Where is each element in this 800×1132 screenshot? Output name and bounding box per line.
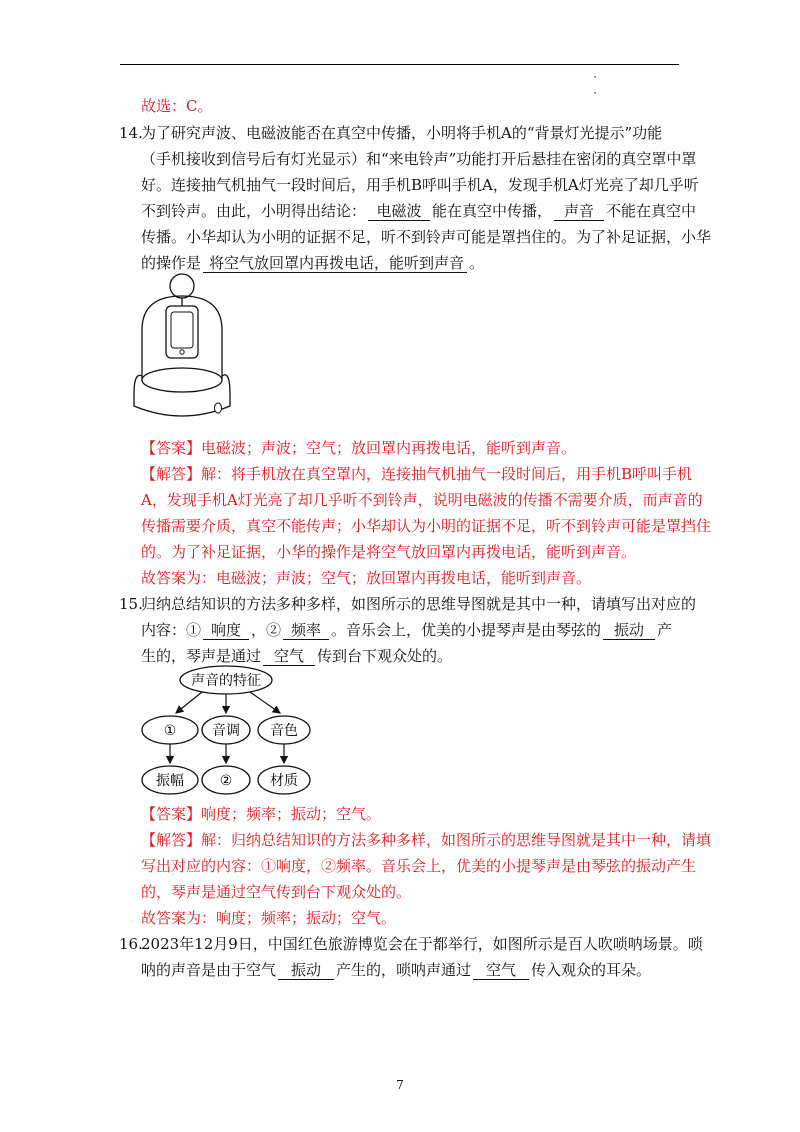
- q15-answer: 【答案】响度；频率；振动；空气。: [141, 805, 382, 823]
- corner-mark: [594, 92, 596, 94]
- q14-analysis-1: 【解答】解：将手机放在真空罩内，连接抽气机抽气一段时间后，用手机B呼叫手机: [141, 465, 693, 483]
- q16-line-2: 呐的声音是由于空气 振动 产生的，唢呐声通过 空气 传入观众的耳朵。: [141, 961, 652, 979]
- q16-blank-2: 空气: [473, 961, 529, 980]
- q14-final-answer: 故答案为：电磁波；声波；空气；放回罩内再拨电话，能听到声音。: [141, 569, 592, 587]
- q14-number: 14.: [119, 124, 143, 142]
- q14-line-4: 不到铃声。由此，小明得出结论： 电磁波 能在真空中传播， 声音 不能在真空中: [141, 202, 697, 220]
- q13-choice: 故选：C。: [141, 97, 213, 115]
- q14-blank-2: 声音: [554, 202, 604, 221]
- q14-blank-1: 电磁波: [368, 202, 430, 221]
- corner-mark: [594, 76, 596, 78]
- q14-line-1: 14.为了研究声波、电磁波能否在真空中传播，小明将手机A的“背景灯光提示”功能: [119, 124, 663, 142]
- q15-final-answer: 故答案为：响度；频率；振动；空气。: [141, 909, 397, 927]
- q14-analysis-4: 的。为了补足证据，小华的操作是将空气放回罩内再拨电话，能听到声音。: [141, 543, 637, 561]
- child-amplitude-label: 振幅: [156, 773, 184, 789]
- q14-line-6: 的操作是 将空气放回罩内再拨电话，能听到声音 。: [141, 254, 485, 272]
- q15-blank-3: 振动: [603, 621, 655, 640]
- q15-line-2: 内容：① 响度 ，② 频率 。音乐会上，优美的小提琴声是由琴弦的 振动 产: [141, 621, 673, 639]
- q15-blank-2: 频率: [283, 621, 329, 640]
- bell-jar-figure: [132, 268, 232, 428]
- child-material-label: 材质: [270, 773, 298, 789]
- q14-blank-3: 将空气放回罩内再拨电话，能听到声音: [203, 254, 467, 273]
- jar-rim: [142, 368, 222, 392]
- node-timbre-label: 音色: [270, 723, 298, 739]
- phone-screen: [171, 312, 193, 348]
- q15-analysis-2: 写出对应的内容：①响度，②频率。音乐会上，优美的小提琴声是由琴弦的振动产生: [141, 857, 697, 875]
- child-2-label: ②: [219, 773, 233, 789]
- q14-analysis-3: 传播需要介质，真空不能传声；小华却认为小明的证据不足，听不到铃声可能是罩挡住: [141, 517, 712, 535]
- q15-analysis-1: 【解答】解：归纳总结知识的方法多种多样，如图所示的思维导图就是其中一种，请填: [141, 831, 712, 849]
- q14-line-2: （手机接收到信号后有灯光显示）和“来电铃声”功能打开后悬挂在密闭的真空罩中罩: [141, 150, 697, 168]
- q15-blank-4: 空气: [263, 647, 315, 666]
- mind-map-diagram: [132, 663, 314, 821]
- header-rule: [120, 64, 679, 65]
- node-pitch-label: 音调: [212, 723, 240, 739]
- q15-analysis-3: 的，琴声是通过空气传到台下观众处的。: [141, 883, 412, 901]
- q15-line-1: 15.归纳总结知识的方法多种多样，如图所示的思维导图就是其中一种，请填写出对应的: [119, 595, 697, 613]
- q15-blank-1: 响度: [203, 621, 249, 640]
- q15-line-3: 生的，琴声是通过 空气 传到台下观众处的。: [141, 647, 453, 665]
- q14-answer: 【答案】电磁波；声波；空气；放回罩内再拨电话，能听到声音。: [141, 439, 577, 457]
- q14-analysis-2: A，发现手机A灯光亮了却几乎听不到铃声，说明电磁波的传播不需要介质，而声音的: [141, 491, 703, 509]
- jar-knob: [170, 274, 194, 298]
- q16-blank-1: 振动: [278, 961, 334, 980]
- page-number: 7: [396, 1078, 404, 1092]
- valve-port: [215, 403, 222, 413]
- q15-number: 15.: [119, 595, 143, 613]
- jar-base-left: [134, 375, 142, 394]
- node-1-label: ①: [163, 723, 177, 739]
- q14-line-5: 传播。小华却认为小明的证据不足，听不到铃声可能是罩挡住的。为了补足证据，小华: [141, 228, 712, 246]
- root-node-label: 声音的特征: [191, 673, 261, 689]
- q16-number: 16.: [119, 935, 143, 953]
- phone-button: [180, 350, 184, 354]
- q16-line-1: 16.2023年12月9日，中国红色旅游博览会在于都举行，如图所示是百人吹唢呐场景。唢: [119, 935, 703, 953]
- q14-line-3: 好。连接抽气机抽气一段时间后，用手机B呼叫手机A，发现手机A灯光亮了却几乎听: [141, 176, 699, 194]
